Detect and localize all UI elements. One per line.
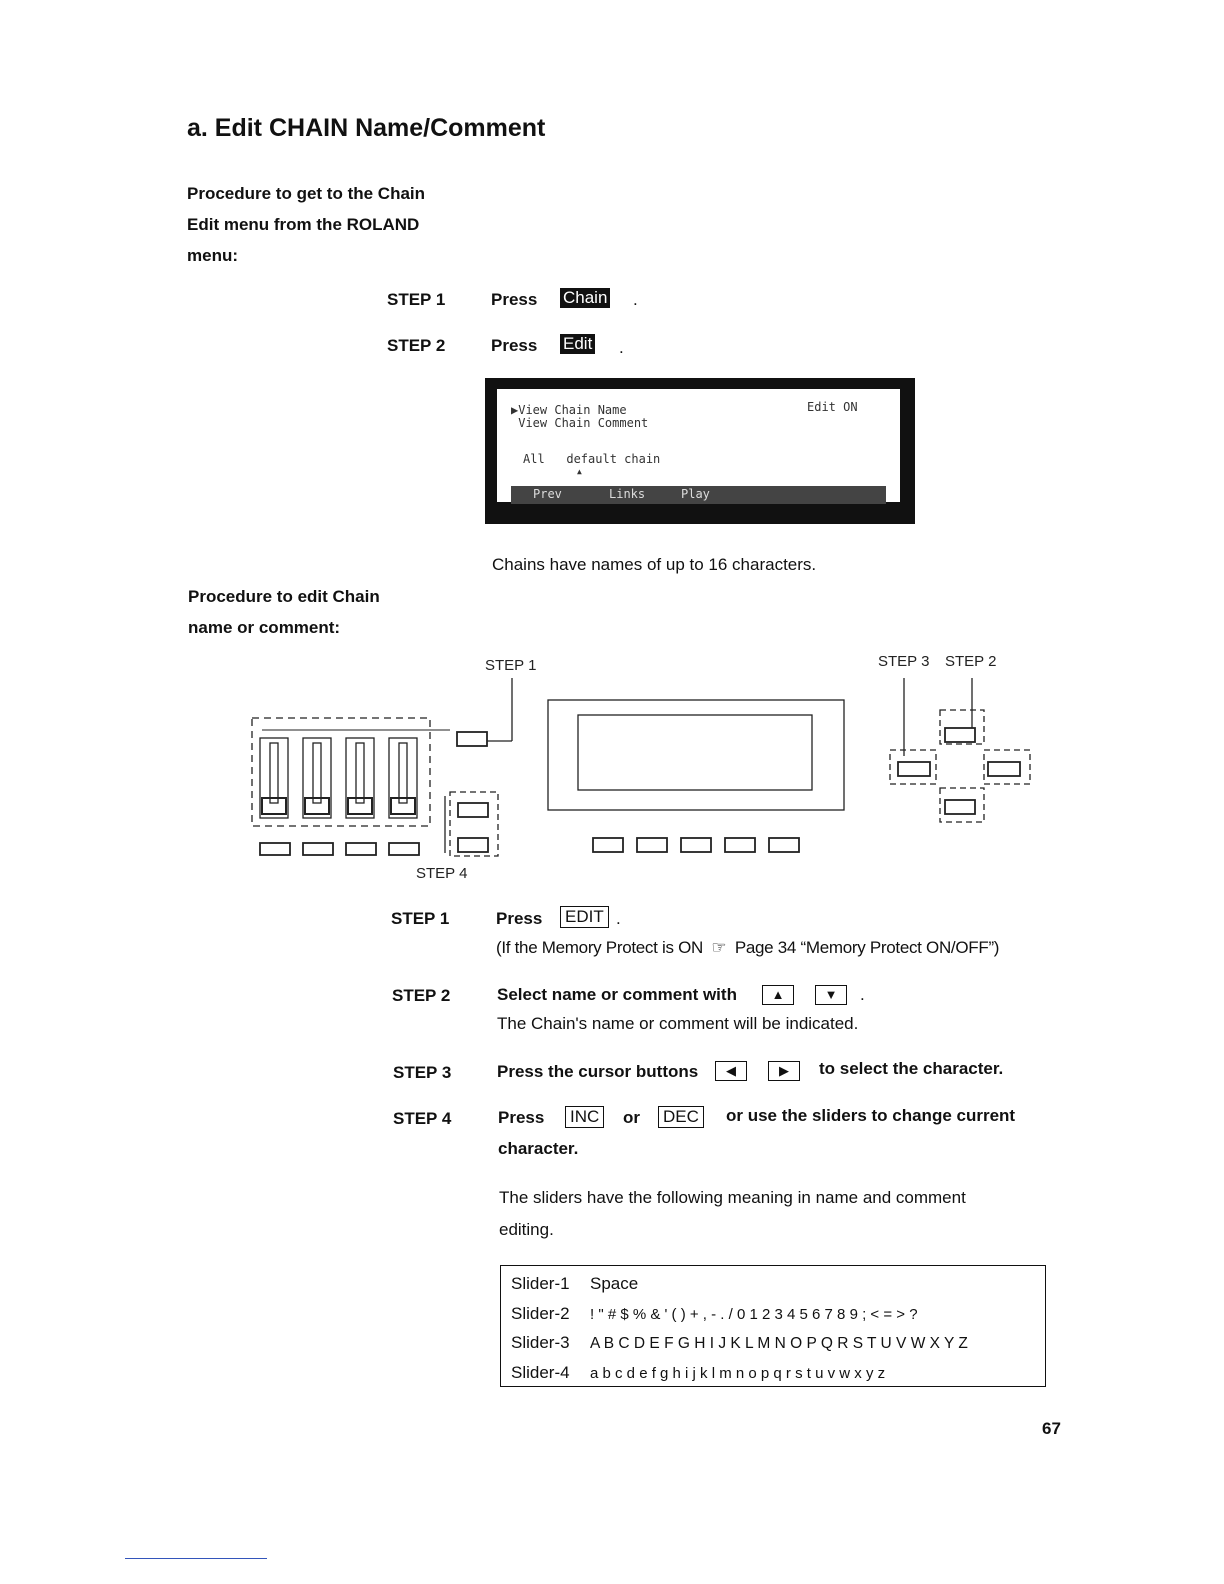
chain-key[interactable]: Chain [560, 288, 610, 308]
page-title: a. Edit CHAIN Name/Comment [187, 114, 546, 142]
edit-step-4-text: or use the sliders to change current [726, 1106, 1016, 1125]
procedure-heading-edit [188, 581, 380, 643]
page-ref-icon: ☞ [711, 938, 727, 957]
display-frame [548, 700, 844, 810]
slider-name: Slider-3 [511, 1333, 570, 1352]
slider-group-box [252, 718, 430, 826]
slider-1 [260, 738, 288, 818]
procedure-line: Procedure to edit Chain [188, 587, 380, 606]
edit-step-1-label: STEP 1 [391, 909, 450, 928]
lcd-line-chain-name: ▶View Chain Name [511, 403, 627, 417]
edit-step-4-press: Press [498, 1108, 545, 1127]
edit-button [457, 732, 487, 746]
edit-key[interactable]: EDIT [560, 906, 609, 928]
menu-step-1-press: Press [491, 290, 538, 309]
up-key-box [940, 710, 984, 744]
lcd-chain-row: All default chain [523, 452, 661, 466]
edit-step-3-text2: to select the character. [819, 1059, 1004, 1078]
function-button-3 [681, 838, 711, 852]
memory-protect-text: (If the Memory Protect is ON [496, 938, 703, 957]
lcd-menu-prev[interactable]: Prev [533, 487, 562, 501]
period: . [616, 909, 621, 928]
lcd-cursor-icon: ▲ [577, 467, 582, 476]
period: . [619, 338, 624, 357]
left-key-box [890, 750, 936, 784]
or-text: or [623, 1108, 640, 1127]
procedure-line: menu: [187, 246, 238, 265]
sliders-note-line: editing. [499, 1220, 554, 1239]
dec-key[interactable]: DEC [658, 1106, 704, 1128]
slider-button-3 [346, 843, 376, 855]
slider-row [511, 1274, 638, 1294]
function-button-4 [725, 838, 755, 852]
up-button [945, 728, 975, 742]
menu-step-2-press: Press [491, 336, 538, 355]
down-arrow-key[interactable]: ▼ [815, 985, 847, 1005]
edit-step-4-label: STEP 4 [393, 1109, 452, 1128]
page-number: 67 [1042, 1419, 1061, 1438]
slider-chars: Space [590, 1274, 639, 1293]
chain-indicated-note: The Chain's name or comment will be indicated. [497, 1014, 859, 1033]
edit-step-2-label: STEP 2 [392, 986, 451, 1005]
procedure-line: Procedure to get to the Chain [187, 184, 426, 203]
slider-button-2 [303, 843, 333, 855]
dec-button [458, 838, 488, 852]
slider-row [511, 1333, 968, 1353]
memory-protect-note [496, 938, 999, 958]
function-button-5 [769, 838, 799, 852]
edit-key[interactable]: Edit [560, 334, 595, 354]
diagram-step2-label: STEP 2 [945, 653, 997, 670]
function-button-1 [593, 838, 623, 852]
slider-table [500, 1265, 1046, 1387]
slider-3 [346, 738, 374, 818]
up-arrow-key[interactable]: ▲ [762, 985, 794, 1005]
procedure-line: name or comment: [188, 618, 341, 637]
slider-row [511, 1304, 918, 1324]
panel-diagram [240, 648, 1040, 888]
slider-name: Slider-2 [511, 1304, 570, 1323]
edit-step-4-text2: character. [498, 1139, 579, 1158]
edit-step-3-label: STEP 3 [393, 1063, 452, 1082]
inc-key[interactable]: INC [565, 1106, 604, 1128]
edit-step-1-press: Press [496, 909, 543, 928]
edit-step-2-text: Select name or comment with [497, 985, 737, 1004]
edit-step-3-text: Press the cursor buttons [497, 1062, 699, 1081]
procedure-line: Edit menu from the ROLAND [187, 215, 420, 234]
sliders-meaning-note [499, 1182, 966, 1246]
period: . [633, 290, 638, 309]
slider-chars: A B C D E F G H I J K L M N O P Q R S T U V W X Y Z [590, 1335, 968, 1352]
chain-name-note: Chains have names of up to 16 characters. [492, 555, 817, 574]
diagram-step1-label: STEP 1 [485, 657, 537, 674]
page-ref-text: Page 34 “Memory Protect ON/OFF”) [734, 938, 1000, 957]
menu-step-2-label: STEP 2 [387, 336, 446, 355]
slider-chars: ! " # $ % & ' ( ) + , - . / 0 1 2 3 4 5 6 7 8 9 ; < = > ? [590, 1306, 918, 1323]
display-window [578, 715, 812, 790]
slider-4 [389, 738, 417, 818]
lcd-line-chain-comment: View Chain Comment [511, 416, 649, 430]
down-button [945, 800, 975, 814]
footer-rule [125, 1558, 267, 1559]
diagram-step3-label: STEP 3 [878, 653, 930, 670]
sliders-note-line: The sliders have the following meaning in name and comment [499, 1188, 966, 1207]
slider-2 [303, 738, 331, 818]
function-button-2 [637, 838, 667, 852]
slider-name: Slider-4 [511, 1363, 570, 1382]
lcd-menu-play[interactable]: Play [681, 487, 710, 501]
right-button [988, 762, 1020, 776]
down-key-box [940, 788, 984, 822]
right-key-box [984, 750, 1030, 784]
diagram-step4-label: STEP 4 [416, 865, 468, 882]
slider-button-1 [260, 843, 290, 855]
slider-name: Slider-1 [511, 1274, 570, 1293]
period: . [860, 985, 865, 1004]
slider-button-4 [389, 843, 419, 855]
lcd-status: Edit ON [807, 400, 858, 414]
slider-row [511, 1363, 885, 1383]
right-arrow-key[interactable]: ▶ [768, 1061, 800, 1081]
procedure-heading-menu [187, 178, 425, 271]
slider-chars: a b c d e f g h i j k l m n o p q r s t u v w x y z [590, 1365, 886, 1382]
left-button [898, 762, 930, 776]
menu-step-1-label: STEP 1 [387, 290, 446, 309]
inc-button [458, 803, 488, 817]
lcd-menu-links[interactable]: Links [609, 487, 646, 501]
left-arrow-key[interactable]: ◀ [715, 1061, 747, 1081]
lcd-menu-bar [511, 486, 886, 504]
